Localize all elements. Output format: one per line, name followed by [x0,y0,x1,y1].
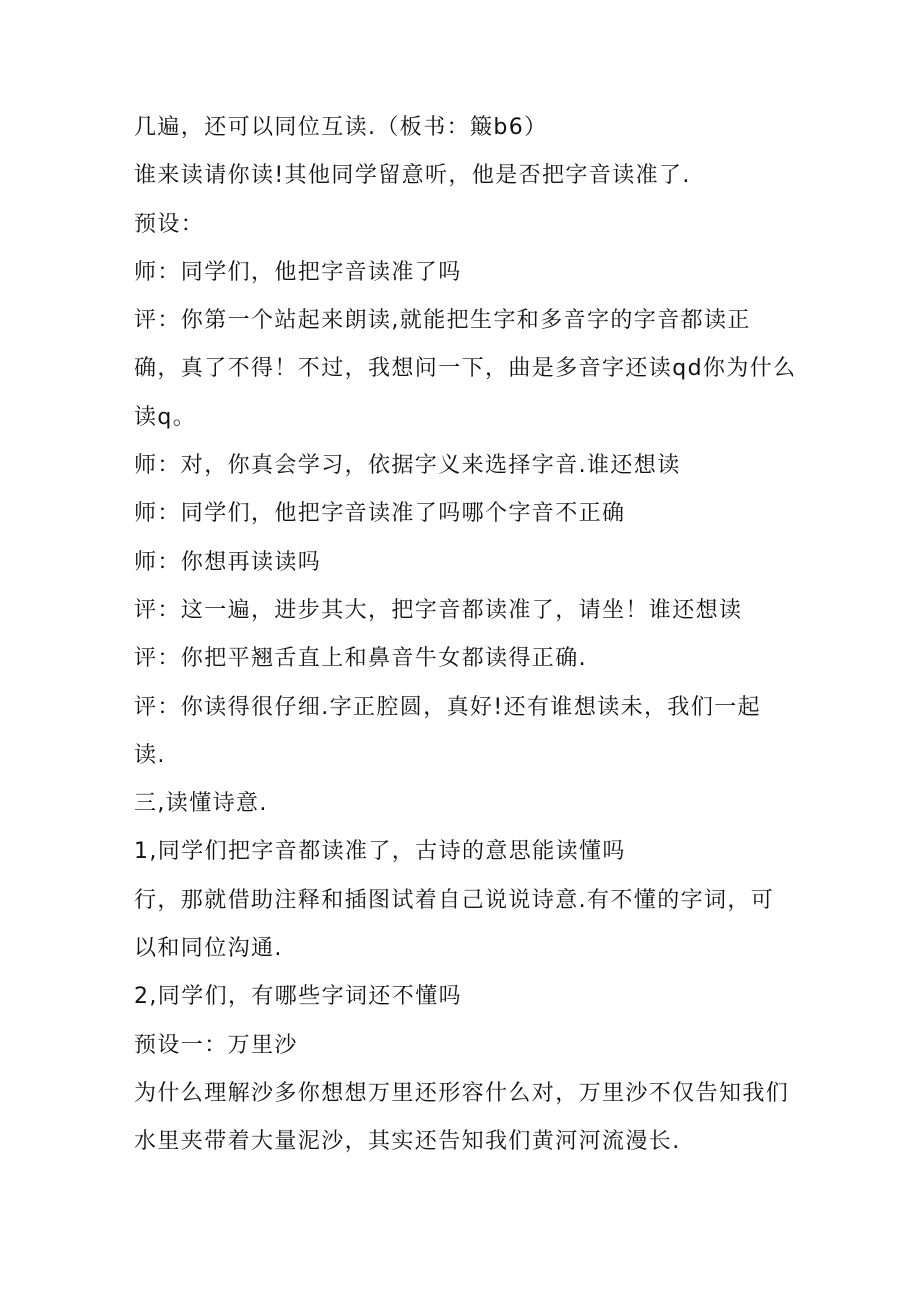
text-line: 评：你第一个站起来朗读,就能把生字和多音字的字音都读正 [134,308,751,334]
text-line: 几遍，还可以同位互读.（板书：簸b6） [134,115,548,140]
section-heading: 三,读懂诗意. [134,791,268,817]
text-line: 水里夹带着大量泥沙，其实还告知我们黄河河流漫长. [134,1129,681,1155]
text-line: 读. [134,742,166,768]
text-line: 行，那就借助注释和插图试着自己说说诗意.有不懂的字词，可 [134,887,775,913]
text-line: 预设一：万里沙 [134,1032,298,1058]
text-line: 为什么理解沙多你想想万里还形容什么对，万里沙不仅告知我们 [134,1080,790,1106]
text-line: 1,同学们把字音都读准了，古诗的意思能读懂吗 [134,839,626,865]
text-line: 以和同位沟通. [134,936,283,962]
text-line: 预设： [134,211,205,237]
text-line: 师：同学们，他把字音读准了吗哪个字音不正确 [134,501,626,527]
text-line: 读q。 [134,404,197,430]
text-line: 师：同学们，他把字音读准了吗 [134,259,462,285]
text-line: 评：这一遍，进步其大，把字音都读准了，请坐！谁还想读 [134,597,743,623]
text-line: 师：你想再读读吗 [134,549,322,575]
text-line: 评：你把平翘舌直上和鼻音牛女都读得正确. [134,646,587,672]
text-line: 师：对，你真会学习，依据字义来选择字音.谁还想读 [134,453,681,479]
text-line: 评：你读得很仔细.字正腔圆，真好!还有谁想读未，我们一起 [134,694,762,720]
text-line: 谁来读请你读!其他同学留意听，他是否把字音读准了. [134,163,691,189]
text-line: 2,同学们，有哪些字词还不懂吗 [134,984,462,1010]
text-line: 确，真了不得！不过，我想问一下，曲是多音字还读qd你为什么 [134,356,797,382]
document-body [134,104,797,1167]
